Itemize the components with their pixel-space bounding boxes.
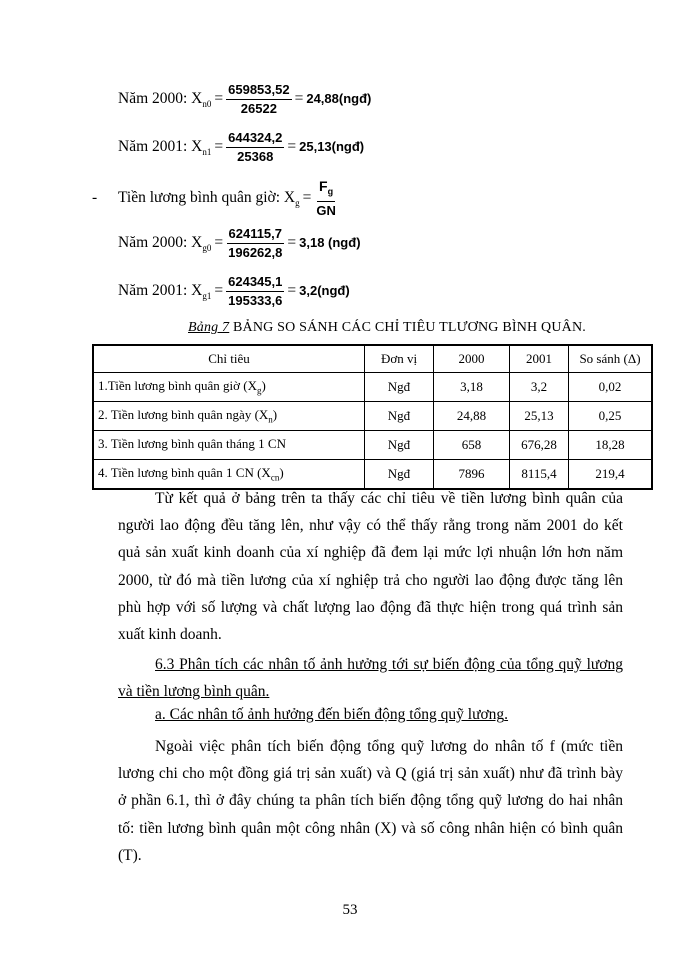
- row-value-2001: 8115,4: [510, 460, 569, 490]
- page-number: 53: [342, 902, 358, 918]
- row-indicator: 1.Tiền lương bình quân giờ $(X_g)$: [93, 373, 365, 402]
- table-row: [93, 431, 652, 460]
- bullet-hourly-wage: - Tiền lương bình quân giờ: $X_g$ = $\frac{F_g}{GN}$: [92, 178, 336, 218]
- row-value-2001: 25,13: [510, 402, 569, 431]
- row-indicator: 4. Tiền lương bình quân 1 CN $(X_{cn})$: [93, 460, 365, 490]
- header-comparison: So sánh (Δ): [569, 345, 653, 373]
- header-indicator: Chỉ tiêu: [93, 345, 365, 373]
- row-diff: 0,02: [569, 373, 653, 402]
- row-indicator: 2. Tiền lương bình quân ngày $(X_n)$: [93, 402, 365, 431]
- formula-year-2000-xn0: Năm 2000: $X_{n0}$ = $\frac{659853,52}{26522}$ = 24,88(ngđ): [118, 82, 372, 116]
- header-2001: 2001: [510, 345, 569, 373]
- formula-year-2000-xg0: Năm 2000: $X_{g0}$ = $\frac{624115,7}{196262,8}$ = 3,18 (ngđ): [118, 226, 361, 260]
- row-indicator: 3. Tiền lương bình quân tháng 1 CN: [93, 431, 365, 460]
- section-heading-6-3: 6.3 Phân tích các nhân tố ảnh hưởng tới sự biến động của tổng quỹ lương và tiền lương bình quân.: [118, 656, 623, 701]
- table-header-row: [93, 345, 652, 373]
- row-diff: 0,25: [569, 402, 653, 431]
- row-value-2000: 658: [434, 431, 510, 460]
- row-unit: Ngđ: [365, 431, 434, 460]
- formula-year-2001-xg1: Năm 2001: $X_{g1}$ = $\frac{624345,1}{195333,6}$ = 3,2(ngđ): [118, 274, 350, 308]
- subheading-a: a. Các nhân tố ảnh hưởng đến biến động tổng quỹ lương.: [155, 706, 509, 723]
- row-value-2000: 3,18: [434, 373, 510, 402]
- row-value-2000: 7896: [434, 460, 510, 490]
- row-unit: Ngđ: [365, 460, 434, 490]
- header-2000: 2000: [434, 345, 510, 373]
- row-value-2001: 3,2: [510, 373, 569, 402]
- row-diff: 219,4: [569, 460, 653, 490]
- header-unit: Đơn vị: [365, 345, 434, 373]
- row-unit: Ngđ: [365, 402, 434, 431]
- table-row: [93, 402, 652, 431]
- table-row: [93, 373, 652, 402]
- row-diff: 18,28: [569, 431, 653, 460]
- row-unit: Ngđ: [365, 373, 434, 402]
- table-caption: Bảng 7 BẢNG SO SÁNH CÁC CHỈ TIÊU TLƯƠNG BÌNH QUÂN.: [188, 320, 586, 335]
- row-value-2001: 676,28: [510, 431, 569, 460]
- formula-year-2001-xn1: Năm 2001: $X_{n1}$ = $\frac{644324,2}{25368}$ = 25,13(ngđ): [118, 130, 365, 164]
- row-value-2000: 24,88: [434, 402, 510, 431]
- comparison-table: [92, 344, 653, 490]
- paragraph-conclusion: Từ kết quả ở bảng trên ta thấy các chỉ tiêu về tiền lương bình quân của người lao động đều tăng lên, như vậy có thể thấy rằng trong năm 2001 do kết quả sản xuất kinh doanh của xí nghiệp đã đem lại mức lợi nhuận lớn hơn năm 2000, từ đó mà tiền lương của xí nghiệp trả cho người lao động được tăng lên phù hợp với số lượng và chất lượng lao động đã thực hiện trong quá trình sản xuất kinh doanh.: [118, 490, 623, 644]
- paragraph-analysis: Ngoài việc phân tích biến động tổng quỹ lương do nhân tố f (mức tiền lương chi cho một đồng giá trị sản xuất) và Q (giá trị sản xuất) như đã trình bày ở phần 6.1, thì ở đây chúng ta phân tích biến động tổng quỹ lương do hai nhân tố: tiền lương bình quân một công nhân (X) và số công nhân hiện có bình quân (T).: [118, 738, 623, 864]
